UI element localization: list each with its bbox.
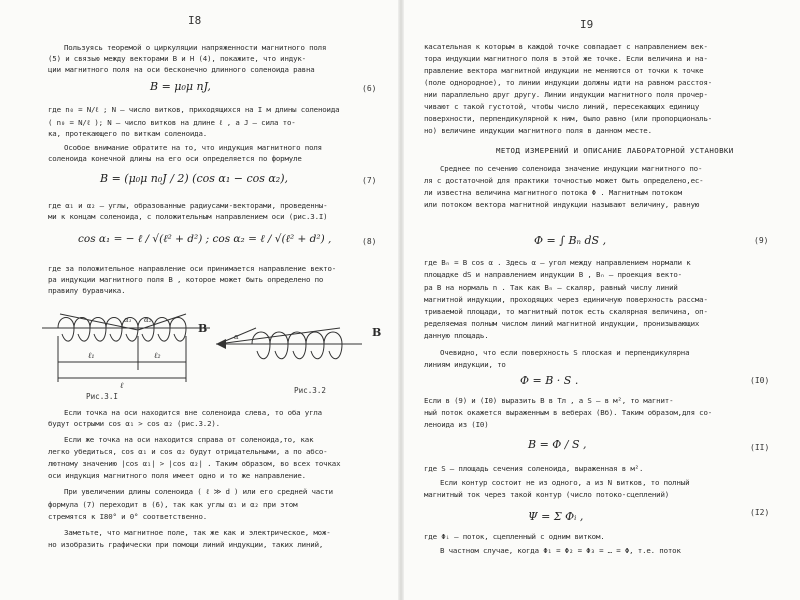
text-line: ми к концам соленоида, с положительным направлением оси (рис.3.I) <box>48 212 328 221</box>
text-line: чивают с такой густотой, чтобы число линий, пересекающих единицу <box>424 102 700 111</box>
figure-caption: Рис.3.I <box>86 392 119 401</box>
text-line: Если точка на оси находится вне соленоида слева, то оба угла <box>64 408 322 417</box>
formula-11: B = Φ / S , <box>528 438 587 451</box>
text-line: ра B на нормаль n . Так как Bₙ – скаляр, равный числу линий <box>424 283 678 292</box>
text-line: где n₀ = N/ℓ ; N – число витков, приходящихся на I м длины соленоида <box>48 105 340 114</box>
equation-number: (9) <box>754 236 769 245</box>
text-line: правилу буравчика. <box>48 286 126 295</box>
equation-number: (I2) <box>750 508 770 517</box>
text-line: данную площадь. <box>424 331 489 340</box>
text-line: где Bₙ = B cos α . Здесь α – угол между направлением нормали к <box>424 258 691 267</box>
text-line: тора индукции магнитного поля в этой же точке. Если величина и на- <box>424 54 708 63</box>
text-line: ра индукции магнитного поля B , которое может быть определено по <box>48 275 324 284</box>
text-line: поверхности, перпендикулярной к ним, было равно (или пропорциональ- <box>424 114 713 123</box>
text-line: лютному значению |cos α₁| > |cos α₂| . Таким образом, во всех точках <box>48 459 341 468</box>
text-line: ( n₀ = N/ℓ ); N – число витков на длине ℓ , а J – сила то- <box>48 118 296 127</box>
text-line: Если в (9) и (I0) выразить B в Тл , а S – в м², то магнит- <box>424 396 674 405</box>
text-line: ределяемая полным числом линий магнитной индукции, пронизывающих <box>424 319 700 328</box>
formula-9: Φ = ∫ Bₙ dS , <box>534 234 607 247</box>
text-line: но) величине индукции магнитного поля в данном месте. <box>424 126 652 135</box>
text-line: ка, протекающего по виткам соленоида. <box>48 129 208 138</box>
fig-label: α₂ <box>144 316 152 324</box>
text-line: где Φᵢ – поток, сцепленный с одним витком. <box>424 532 605 541</box>
fig-label: B <box>198 322 208 335</box>
text-line: магнитной индукции, проходящих через единичную поверхность рассма- <box>424 295 708 304</box>
text-line: Если же точка на оси находится справа от соленоида,то, как <box>64 435 314 444</box>
page-number: I9 <box>580 18 594 31</box>
equation-number: (7) <box>362 176 377 185</box>
text-line: где α₁ и α₂ – углы, образованные радиусами-векторами, проведенны- <box>48 201 328 210</box>
equation-number: (II) <box>750 443 770 452</box>
equation-number: (8) <box>362 237 377 246</box>
text-line: (5) и связью между векторами B и H (4), покажите, что индук- <box>48 54 306 63</box>
fig-label: α <box>234 333 239 341</box>
fig-label: ℓ₁ <box>88 351 95 360</box>
text-line: будут острыми cos α₁ > cos α₂ (рис.3.2). <box>48 419 220 428</box>
text-line: где за положительное направление оси принимается направление векто- <box>48 264 337 273</box>
formula-7: B = (μ₀μ n₀J / 2) (cos α₁ − cos α₂), <box>100 172 288 185</box>
formula-12: Ψ = Σ Φᵢ , <box>528 510 584 523</box>
fig-label: B <box>372 326 382 339</box>
equation-number: (6) <box>362 84 377 93</box>
text-line: соленоида конечной длины на его оси определяется по формуле <box>48 154 302 163</box>
text-line: формула (7) переходит в (6), так как углы α₁ и α₂ при этом <box>48 500 298 509</box>
text-line: леноида из (I0) <box>424 420 489 429</box>
text-line: В частном случае, когда Φ₁ = Φ₂ = Φ₃ = … = Φ, т.е. поток <box>440 546 681 555</box>
text-line: (поле однородное), то линии индукции должны идти на равном расстоя- <box>424 78 713 87</box>
text-line: Если контур состоит не из одного, а из N витков, то полный <box>440 478 690 487</box>
equation-number: (I0) <box>750 376 770 385</box>
text-line: правление вектора магнитной индукции не меняются от точки к точке <box>424 66 704 75</box>
fig-label: ℓ₂ <box>154 351 161 360</box>
text-line: нии параллельно друг другу. Линии индукции магнитного поля прочер- <box>424 90 708 99</box>
text-line: стремятся к I80° и 0° соответственно. <box>48 512 208 521</box>
formula-10: Φ = B · S . <box>520 374 579 387</box>
text-line: Очевидно, что если поверхность S плоская и перпендикулярна <box>440 348 690 357</box>
formula-8: cos α₁ = − ℓ / √(ℓ² + d²) ; cos α₂ = ℓ / √(ℓ² + d²) , <box>78 233 332 245</box>
text-line: но изобразить графически при помощи линий индукции, таких линий, <box>48 540 324 549</box>
text-line: ции магнитного поля на оси бесконечно длинного соленоида равна <box>48 65 315 74</box>
fig-label: α₁ <box>124 316 132 324</box>
text-line: площадке dS и направлением индукции B , Bₙ – проекция векто- <box>424 270 682 279</box>
figure-3-2-solenoid <box>212 306 372 381</box>
formula-6: B = μ₀μ nJ, <box>150 80 211 93</box>
text-line: ный поток окажется выраженным в веберах (Вб). Таким образом,для со- <box>424 408 713 417</box>
text-line: оси индукция магнитного поля имеет одно и то же направление. <box>48 471 306 480</box>
text-line: магнитный ток через такой контур (число потоко-сцеплений) <box>424 490 670 499</box>
text-line: При увеличении длины соленоида ( ℓ ≫ d ) или его средней части <box>64 487 333 496</box>
text-line: Среднее по сечению соленоида значение индукции магнитного по- <box>440 164 703 173</box>
text-line: Заметьте, что магнитное поле, так же как и электрическое, мож- <box>64 528 331 537</box>
text-line: Особое внимание обратите на то, что индукция магнитного поля <box>64 143 322 152</box>
text-line: или потоком вектора магнитной индукции называют величину, равную <box>424 200 700 209</box>
text-line: ли известна величина магнитного потока Φ . Магнитным потоком <box>424 188 682 197</box>
section-heading: МЕТОД ИЗМЕРЕНИЙ И ОПИСАНИЕ ЛАБОРАТОРНОЙ УСТАНОВКИ <box>496 146 734 155</box>
right-page <box>402 0 800 600</box>
text-line: касательная к которым в каждой точке совпадает с направлением век- <box>424 42 708 51</box>
text-line: легко убедиться, cos α₁ и cos α₂ будут отрицательными, а по абсо- <box>48 447 328 456</box>
text-line: линиям индукции, то <box>424 360 506 369</box>
figure-3-1-solenoid <box>40 300 215 395</box>
text-line: триваемой площади, то магнитный поток есть скалярная величина, оп- <box>424 307 708 316</box>
text-line: где S – площадь сечения соленоида, выраженная в м². <box>424 464 644 473</box>
text-line: ля с достаточной для практики точностью может быть определено,ес- <box>424 176 704 185</box>
fig-label: ℓ <box>120 381 124 390</box>
text-line: Пользуясь теоремой о циркуляции напряженности магнитного поля <box>64 43 327 52</box>
figure-caption: Рис.3.2 <box>294 386 327 395</box>
page-number: I8 <box>188 14 202 27</box>
